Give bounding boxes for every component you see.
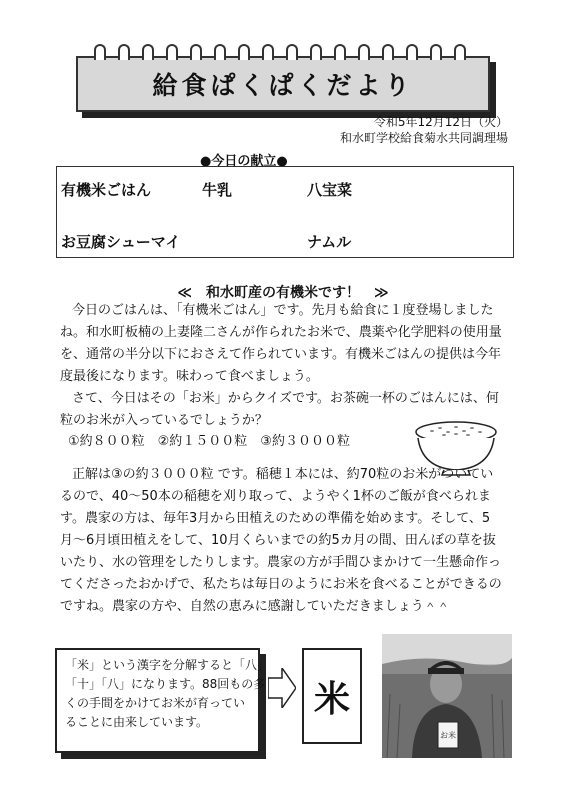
section-heading: ≪ 和水町産の有機米です！ ≫: [177, 285, 389, 301]
text-line: 粒のお米が入っているでしょうか？: [60, 413, 268, 428]
binder-rings: [78, 44, 488, 64]
text-line: 正解は③の約３０００粒 です。稲穂１本には、約70粒のお米がついてい: [72, 467, 494, 482]
menu-item: 牛乳: [202, 181, 233, 199]
kanji-character: 米: [313, 677, 350, 720]
kanji-box: [302, 648, 362, 744]
text-line: いたり、水の管理をしたりします。農家の方が手間ひまかけて一生懸命作っ: [60, 555, 501, 570]
paragraph-answer: [60, 464, 514, 618]
arrow-right-icon: [268, 668, 296, 708]
text-line: す。農家の方は、毎年3月から田植えのための準備を始めます。そして、5: [60, 511, 491, 526]
text-line: ることに由来しています。: [65, 715, 209, 729]
rice-bag-label: お米: [440, 731, 456, 740]
quiz-choices: ①約８００粒 ②約１５００粒 ③約３０００粒: [68, 434, 350, 449]
date-block: [340, 114, 508, 146]
issuer-name: 和水町学校給食菊水共同調理場: [339, 131, 508, 145]
farmer-photo: [382, 634, 512, 758]
issue-date: 令和5年12月12日（火）: [373, 115, 508, 129]
paragraph-intro: [60, 300, 514, 388]
text-line: ですね。農家の方や、自然の恵みに感謝していただきましょう＾＾: [60, 599, 450, 614]
menu-item: 有機米ごはん: [61, 181, 152, 199]
text-line: ね。和水町板楠の上妻隆二さんが作られたお米で、農薬や化学肥料の使用量: [60, 325, 502, 340]
text-line: 月～6月頃田植えをして、10月くらいまでの約5カ月の間、田んぼの草を抜: [60, 533, 496, 548]
text-line: 度最後になります。味わって食べましょう。: [60, 369, 319, 384]
text-line: てくださったおかげで、私たちは毎日のようにお米を食べることができるの: [60, 577, 502, 592]
text-line: 「十」「八」になります。88回もの多: [65, 677, 266, 691]
menu-heading: ●今日の献立●: [200, 154, 288, 169]
menu-box: [56, 166, 514, 258]
title-banner: [76, 56, 490, 112]
menu-item: 八宝菜: [307, 181, 353, 199]
kanji-note-box: [55, 648, 270, 753]
text-line: くの手間をかけてお米が育ってい: [65, 696, 246, 710]
text-line: を、通常の半分以下におさえて作られています。有機米ごはんの提供は今年: [60, 347, 501, 362]
text-line: 「米」という漢字を分解すると「八」: [65, 658, 270, 672]
menu-item: ナムル: [307, 233, 352, 251]
menu-item: お豆腐シューマイ: [61, 233, 181, 251]
text-line: 今日のごはんは、「有機米ごはん」です。先月も給食に１度登場しました: [72, 303, 494, 318]
text-line: さて、今日はその「お米」からクイズです。お茶碗一杯のごはんには、何: [72, 391, 499, 406]
text-line: るので、40～50本の稲穂を刈り取って、ようやく1杯のご飯が食べられま: [60, 489, 491, 504]
page-title: 給食ぱくぱくだより: [152, 71, 414, 100]
